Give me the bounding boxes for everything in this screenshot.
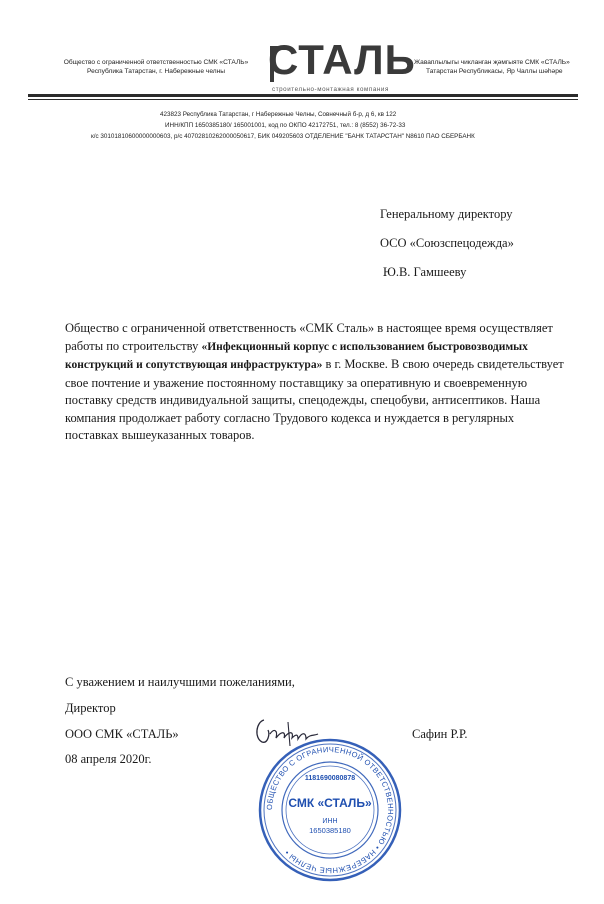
letter-body: [65, 320, 565, 445]
header-left-line2: Республика Татарстан, г. Набережные челны: [86, 68, 226, 75]
header-left: [45, 58, 267, 76]
closing-regards: С уважением и наилучшими пожеланиями,: [65, 675, 295, 689]
recipient-position: Генеральному директору: [380, 207, 513, 221]
signer-title: Директор: [65, 701, 116, 715]
stamp-inn-label: ИНН: [322, 818, 338, 825]
body-text-part1: Общество с ограниченной ответственность «СМК Сталь» в настоящее время осуществляет работы по строительству: [65, 321, 553, 353]
header-left-line1: Общество с ограниченной ответственностью СМК «СТАЛЬ»: [63, 59, 249, 66]
header-right: [414, 58, 604, 76]
requisites-bank: к/с 30101810600000000603, р/с 40702810262000050617, БИК 049205603 ОТДЕЛЕНИЕ "БАНК ТАТАРСТАН" N8610 ПАО СБЕРБАНК: [91, 133, 475, 140]
recipient-company: ОСО «Союзспецодежда»: [380, 236, 514, 250]
stamp-ogrn: 1181690080878: [304, 775, 356, 782]
stamp-ring-textpath: ОБЩЕСТВО С ОГРАНИЧЕННОЙ ОТВЕТСТВЕННОСТЬЮ • НАБЕРЕЖНЫЕ ЧЕЛНЫ •: [264, 744, 396, 876]
stamp-ring-text: [265, 745, 395, 875]
requisites-inn: ИНН/КПП 1650385180/ 165001001, код по ОКПО 42172751, тел.: 8 (8552) 36-72-33: [165, 122, 406, 129]
header-divider-thin: [28, 99, 578, 100]
signer-company: ООО СМК «СТАЛЬ»: [65, 727, 179, 741]
company-stamp: [255, 735, 405, 885]
requisites-address: 423823 Республика Татарстан, г Набережные Челны, Совнечный б-р, д 6, кв 122: [160, 111, 397, 118]
stamp-center-name: СМК «СТАЛЬ»: [288, 796, 372, 810]
logo-text: СТАЛЬ: [268, 36, 416, 83]
recipient-name: Ю.В. Гамшееву: [383, 265, 467, 279]
header-right-line1: Жаваплылыгы чикланган җәмгыяте СМК «СТАЛЬ»: [414, 59, 570, 66]
logo-subtitle: строительно-монтажная компания: [272, 86, 389, 93]
stamp-inn-value: 1650385180: [309, 826, 351, 835]
letter-date: 08 апреля 2020г.: [65, 752, 152, 766]
project-name: «Инфекционный корпус с использованием быстровозводимых конструкций и сопутствующая инфраструктура»: [65, 340, 528, 371]
signer-name: Сафин Р.Р.: [412, 727, 468, 741]
body-text-part2: в г. Москве. В свою очередь свидетельствует свое почтение и уважение постоянному поставщику за оперативную и своевременную поставку средств индивидуальной защиты, спецодежды, спецобуви, антисептиков. Наша компания продолжает работу согласно Трудового кодекса и нуждается в регулярных поставках вышеуказанных товаров.: [65, 357, 564, 442]
header-divider-thick: [28, 94, 578, 97]
header-right-line2: Татарстан Республикасы, Яр Чаллы шәһәре: [426, 68, 563, 75]
